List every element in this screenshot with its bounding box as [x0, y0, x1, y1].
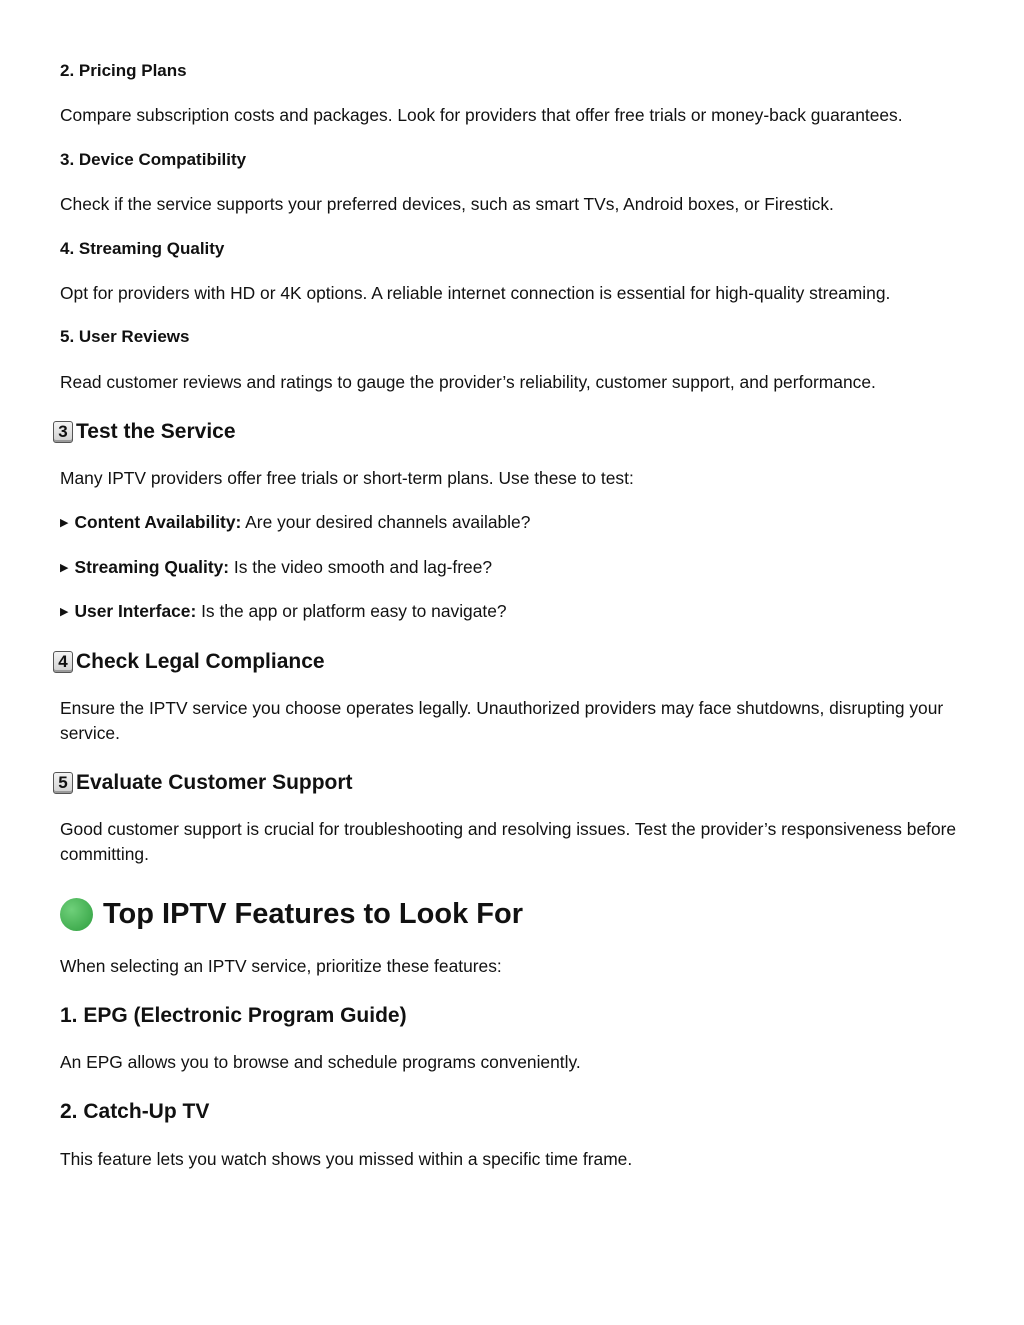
features-title: Top IPTV Features to Look For: [103, 898, 523, 930]
bullet-text: Are your desired channels available?: [241, 512, 531, 532]
bullet-label: Content Availability:: [74, 512, 242, 532]
epg-heading: 1. EPG (Electronic Program Guide): [60, 1004, 407, 1027]
bullet-text: Is the video smooth and lag-free?: [229, 557, 493, 577]
bullet-label: Streaming Quality:: [74, 557, 230, 577]
user-reviews-text: Read customer reviews and ratings to gauge the provider’s reliability, customer support, and performance.: [60, 372, 876, 392]
customer-support-title: Evaluate Customer Support: [76, 771, 353, 794]
bullet-text: Is the app or platform easy to navigate?: [196, 601, 507, 621]
triangle-bullet-icon: ▶: [60, 517, 69, 529]
catchup-text: This feature lets you watch shows you missed within a specific time frame.: [60, 1149, 633, 1169]
catchup-heading: 2. Catch-Up TV: [60, 1100, 210, 1123]
list-item: [60, 555, 960, 583]
device-compatibility-heading: 3. Device Compatibility: [60, 150, 247, 169]
triangle-bullet-icon: ▶: [60, 562, 69, 574]
streaming-quality-text: Opt for providers with HD or 4K options. A reliable internet connection is essential for high-quality streaming.: [60, 283, 891, 303]
features-intro: When selecting an IPTV service, prioritize these features:: [60, 956, 502, 976]
user-reviews-heading: 5. User Reviews: [60, 327, 190, 346]
pricing-plans-heading: 2. Pricing Plans: [60, 61, 187, 80]
streaming-quality-heading: 4. Streaming Quality: [60, 239, 225, 258]
legal-compliance-text: Ensure the IPTV service you choose operates legally. Unauthorized providers may face shutdowns, disrupting your service.: [60, 698, 944, 743]
list-item: [60, 510, 960, 538]
features-heading: [60, 896, 960, 932]
test-service-intro: Many IPTV providers offer free trials or short-term plans. Use these to test:: [60, 468, 634, 488]
pricing-plans-text: Compare subscription costs and packages. Look for providers that offer free trials or money-back guarantees.: [60, 105, 903, 125]
legal-compliance-title: Check Legal Compliance: [76, 650, 325, 673]
list-item: [60, 599, 960, 627]
keycap-4-icon: 4: [53, 651, 73, 673]
test-service-heading: [53, 419, 953, 445]
customer-support-heading: [53, 770, 953, 796]
keycap-5-icon: 5: [53, 772, 73, 794]
legal-compliance-heading: [53, 649, 953, 675]
green-circle-icon: [60, 898, 93, 931]
keycap-3-icon: 3: [53, 421, 73, 443]
bullet-label: User Interface:: [74, 601, 197, 621]
device-compatibility-text: Check if the service supports your preferred devices, such as smart TVs, Android boxes, or Firestick.: [60, 194, 834, 214]
triangle-bullet-icon: ▶: [60, 606, 69, 618]
epg-text: An EPG allows you to browse and schedule programs conveniently.: [60, 1052, 581, 1072]
test-service-title: Test the Service: [76, 420, 236, 443]
customer-support-text: Good customer support is crucial for troubleshooting and resolving issues. Test the provider’s responsiveness before committing.: [60, 819, 957, 864]
